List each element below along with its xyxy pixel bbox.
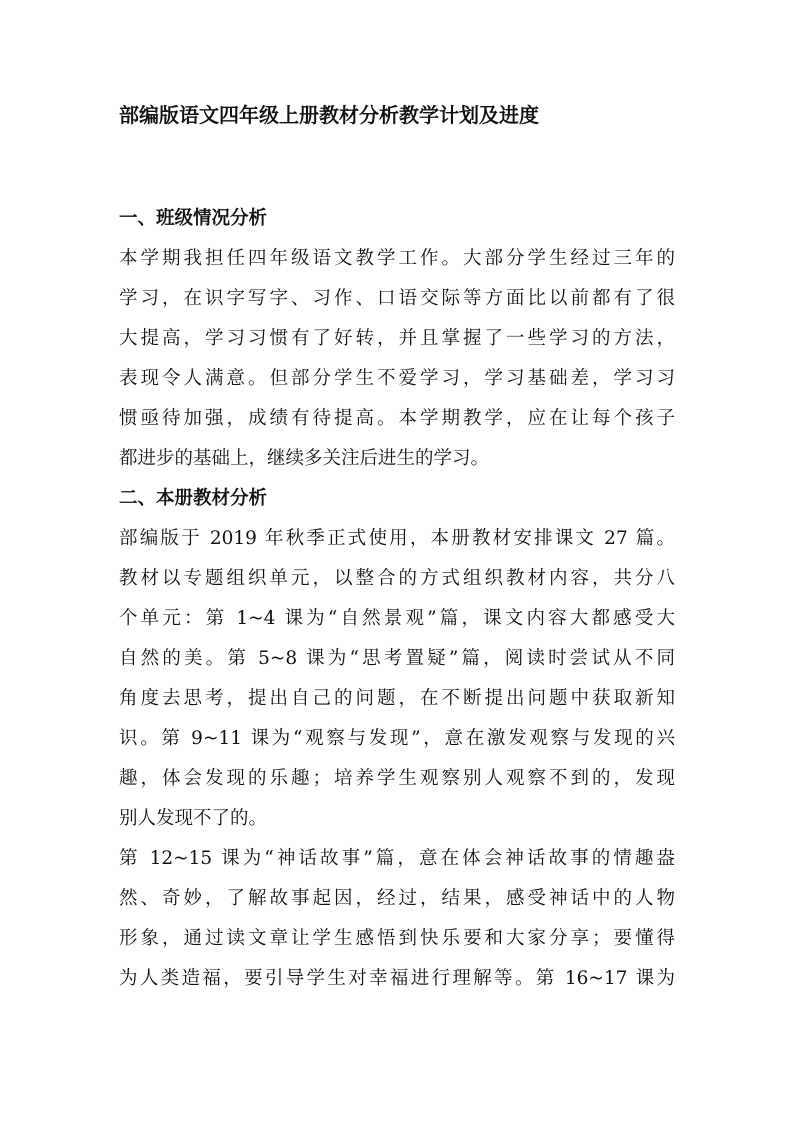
paragraph-line: 表现令人满意。但部分学生不爱学习，学习基础差，学习习 (119, 368, 675, 389)
paragraph-line: 趣，体会发现的乐趣；培养学生观察别人观察不到的，发现 (119, 768, 675, 789)
paragraph-line: 角度去思考，提出自己的问题，在不断提出问题中获取新知 (119, 688, 675, 709)
paragraph-line: 都进步的基础上，继续多关注后进生的学习。 (119, 448, 490, 469)
paragraph-line: 教材以专题组织单元，以整合的方式组织教材内容，共分八 (119, 568, 675, 589)
document-body (119, 199, 675, 999)
paragraph-line: 惯亟待加强，成绩有待提高。本学期教学，应在让每个孩子 (119, 408, 675, 429)
section-heading-textbook-analysis: 二、本册教材分析 (119, 488, 268, 509)
section-heading-class-analysis: 一、班级情况分析 (119, 208, 268, 229)
paragraph-line: 为人类造福，要引导学生对幸福进行理解等。第 16~17 课为 (119, 968, 675, 989)
paragraph-line: 识。第 9~11 课为“观察与发现”，意在激发观察与发现的兴 (119, 728, 675, 749)
paragraph-line: 个单元：第 1~4 课为“自然景观”篇，课文内容大都感受大 (119, 608, 675, 629)
paragraph-line: 大提高，学习习惯有了好转，并且掌握了一些学习的方法， (119, 328, 675, 349)
paragraph-line: 然、奇妙，了解故事起因，经过，结果，感受神话中的人物 (119, 888, 675, 909)
paragraph-line: 学习，在识字写字、习作、口语交际等方面比以前都有了很 (119, 288, 675, 309)
paragraph-line: 本学期我担任四年级语文教学工作。大部分学生经过三年的 (119, 248, 675, 269)
paragraph-line: 第 12~15 课为“神话故事”篇，意在体会神话故事的情趣盎 (119, 848, 675, 869)
document-title: 部编版语文四年级上册教材分析教学计划及进度 (119, 103, 539, 127)
paragraph-line: 部编版于 2019 年秋季正式使用，本册教材安排课文 27 篇。 (119, 528, 675, 549)
paragraph-line: 形象，通过读文章让学生感悟到快乐要和大家分享；要懂得 (119, 928, 675, 949)
paragraph-line: 别人发现不了的。 (119, 808, 268, 829)
paragraph-line: 自然的美。第 5~8 课为“思考置疑”篇，阅读时尝试从不同 (119, 648, 675, 669)
